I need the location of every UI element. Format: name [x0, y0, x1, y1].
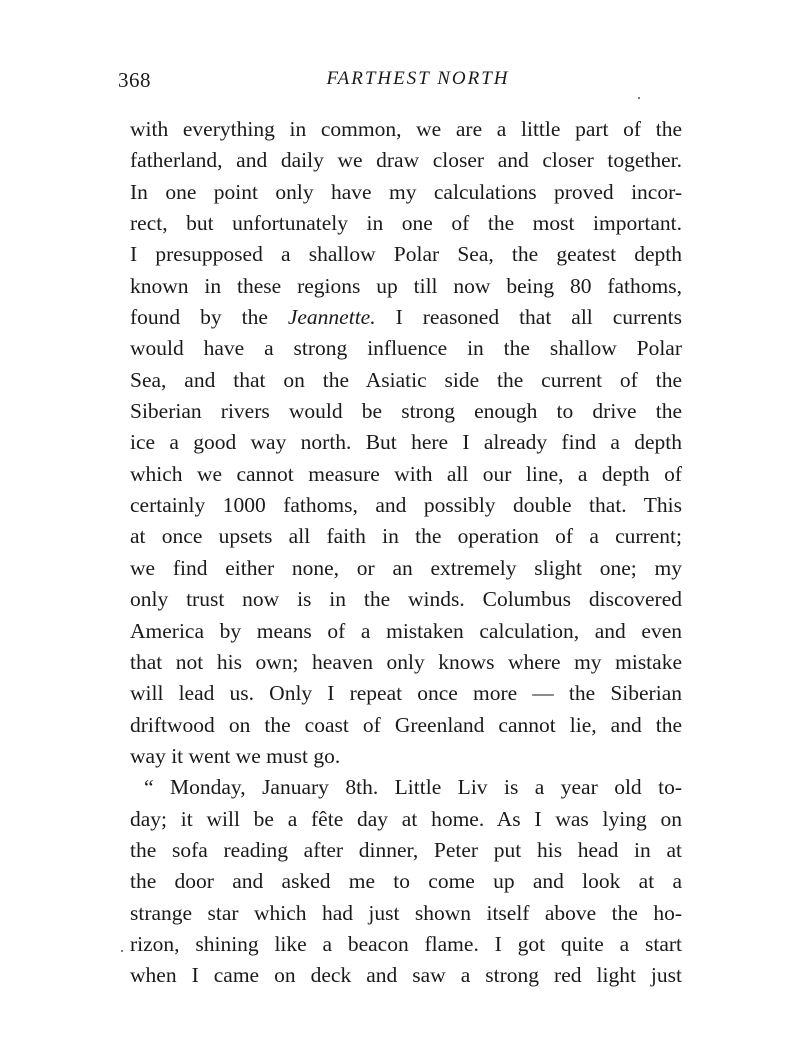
text-line: day; it will be a fête day at home. As I was lying on	[130, 806, 682, 831]
ship-name: Jeannette.	[287, 305, 376, 330]
text-line: would have a strong influence in the shallow Polar	[130, 336, 682, 361]
text-line: I presupposed a shallow Polar Sea, the geatest depth	[130, 242, 682, 267]
text-line: Siberian rivers would be strong enough to drive the	[130, 399, 682, 424]
text-segment: found by the	[130, 305, 288, 330]
text-line: Sea, and that on the Asiatic side the current of the	[130, 367, 682, 392]
text-line: In one point only have my calculations proved incor-	[130, 179, 682, 204]
running-head	[118, 68, 678, 98]
text-line: driftwood on the coast of Greenland cannot lie, and the	[130, 712, 682, 737]
text-line: rizon, shining like a beacon flame. I got quite a start	[130, 931, 682, 956]
text-line: we find either none, or an extremely slight one; my	[130, 555, 682, 580]
text-line: known in these regions up till now being 80 fathoms,	[130, 273, 682, 298]
text-line	[130, 302, 682, 333]
page-number: 368	[118, 68, 151, 92]
text-line: fatherland, and daily we draw closer and closer together.	[130, 148, 682, 173]
text-line: the sofa reading after dinner, Peter put his head in at	[130, 837, 682, 862]
text-line: way it went we must go.	[130, 743, 341, 768]
text-line: at once upsets all faith in the operation of a current;	[130, 524, 682, 549]
print-speck	[121, 950, 123, 952]
text-line: the door and asked me to come up and look at a	[130, 869, 682, 894]
text-segment: I reasoned that all currents	[375, 305, 682, 330]
text-line: strange star which had just shown itself above the ho-	[130, 900, 682, 925]
text-line: only trust now is in the winds. Columbus discovered	[130, 587, 682, 612]
text-line: ice a good way north. But here I already find a depth	[130, 430, 682, 455]
body-text	[130, 114, 682, 992]
text-line: “ Monday, January 8th. Little Liv is a year old to-	[144, 775, 682, 800]
text-line: that not his own; heaven only knows where my mistake	[130, 649, 682, 674]
text-line: when I came on deck and saw a strong red light just	[130, 963, 682, 988]
text-line: rect, but unfortunately in one of the most important.	[130, 211, 682, 236]
text-line: will lead us. Only I repeat once more — the Siberian	[130, 681, 682, 706]
running-title: FARTHEST NORTH	[326, 68, 510, 89]
print-speck	[638, 97, 640, 99]
text-line: which we cannot measure with all our line, a depth of	[130, 461, 682, 486]
text-line: America by means of a mistaken calculation, and even	[130, 618, 682, 643]
text-line: certainly 1000 fathoms, and possibly double that. This	[130, 493, 682, 518]
text-line: with everything in common, we are a little part of the	[130, 117, 682, 141]
